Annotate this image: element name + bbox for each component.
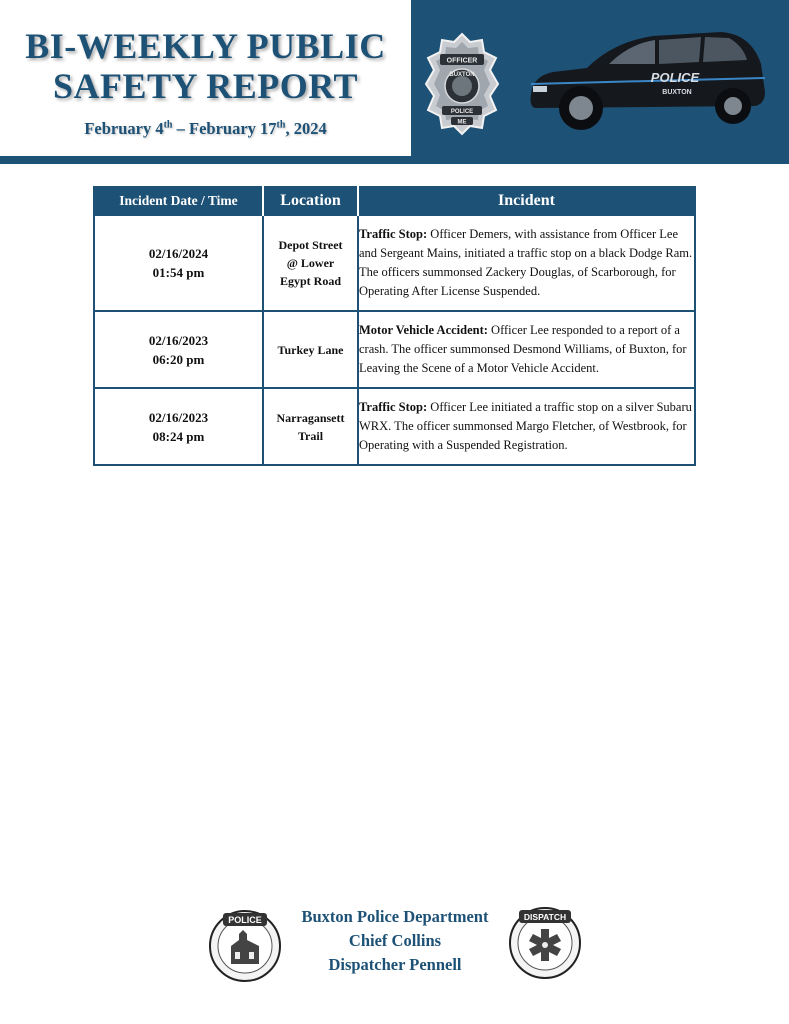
- incident-description-cell: Traffic Stop: Officer Lee initiated a traffic stop on a silver Subaru WRX. The officer summonsed Margo Fletcher, of Westbrook, for Operating with a Suspended Registration.: [358, 388, 695, 465]
- table-row: [94, 311, 695, 388]
- badge-text-police: POLICE: [450, 109, 474, 115]
- badge-text-buxton: BUXTON: [449, 72, 475, 78]
- svg-text:POLICE: POLICE: [228, 915, 262, 925]
- footer-chief: Chief Collins: [348, 931, 442, 950]
- dispatch-seal-icon: [509, 907, 581, 979]
- incident-date-cell: 02/16/2023 08:24 pm: [94, 388, 263, 465]
- incident-location-cell: Turkey Lane: [263, 311, 358, 388]
- column-header-location: Location: [263, 187, 358, 215]
- table-header-row: [94, 187, 695, 215]
- incident-description-cell: Traffic Stop: Officer Demers, with assistance from Officer Lee and Sergeant Mains, initiated a traffic stop on a black Dodge Ram. The officers summonsed Zackery Douglas, of Scarborough, for Operating After License Suspended.: [358, 215, 695, 311]
- report-date-range: February 4th – February 17th, 2024: [84, 119, 327, 138]
- badge-text-state: ME: [457, 119, 467, 126]
- police-car-image: [525, 24, 769, 142]
- incident-date-cell: 02/16/2023 06:20 pm: [94, 311, 263, 388]
- police-seal-icon: [209, 910, 281, 982]
- header-divider: [0, 156, 789, 164]
- incident-description-cell: Motor Vehicle Accident: Officer Lee responded to a report of a crash. The officer summonsed Desmond Williams, of Buxton, for Leaving the Scene of a Motor Vehicle Accident.: [358, 311, 695, 388]
- footer-department: Buxton Police Department: [301, 907, 489, 926]
- incident-date-cell: 02/16/2024 01:54 pm: [94, 215, 263, 311]
- column-header-incident: Incident: [358, 187, 695, 215]
- footer-dispatcher: Dispatcher Pennell: [328, 955, 462, 974]
- report-title-line1: BI-WEEKLY PUBLIC: [25, 26, 386, 66]
- table-row: [94, 215, 695, 311]
- incident-table: [93, 186, 696, 466]
- table-row: [94, 388, 695, 465]
- police-badge-icon: [424, 32, 500, 136]
- report-title-line2: SAFETY REPORT: [53, 66, 358, 106]
- svg-text:DISPATCH: DISPATCH: [523, 912, 567, 922]
- badge-text-officer: OFFICER: [446, 57, 478, 65]
- car-door-buxton-text: BUXTON: [662, 89, 692, 96]
- column-header-date: Incident Date / Time: [94, 187, 263, 215]
- incident-location-cell: Depot Street @ Lower Egypt Road: [263, 215, 358, 311]
- report-header: [0, 0, 789, 165]
- incident-location-cell: Narragansett Trail: [263, 388, 358, 465]
- car-door-police-text: POLICE: [650, 70, 700, 85]
